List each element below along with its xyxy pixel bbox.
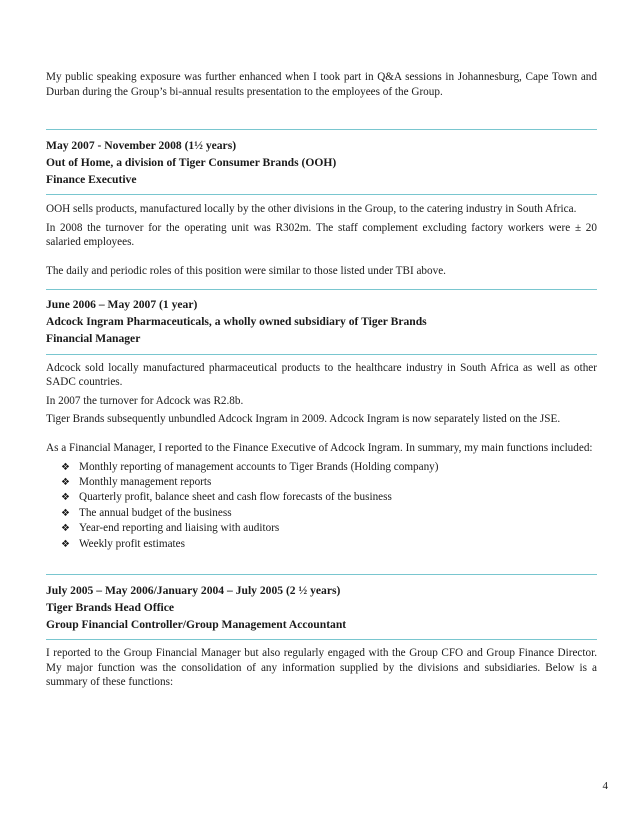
diamond-bullet-icon: ❖	[61, 523, 70, 535]
section-2-role: Financial Manager	[46, 331, 141, 345]
functions-list	[46, 460, 597, 552]
section-1-paragraph: In 2008 the turnover for the operating unit was R302m. The staff complement excluding factory workers were ± 20 salaried employees.	[46, 221, 597, 249]
diamond-bullet-icon: ❖	[61, 492, 70, 504]
section-2-company: Adcock Ingram Pharmaceuticals, a wholly owned subsidiary of Tiger Brands	[46, 314, 427, 328]
diamond-bullet-icon: ❖	[61, 507, 70, 519]
section-1-company: Out of Home, a division of Tiger Consumer Brands (OOH)	[46, 156, 337, 170]
diamond-bullet-icon: ❖	[61, 476, 70, 488]
section-1-paragraph: The daily and periodic roles of this position were similar to those listed under TBI above.	[46, 264, 446, 277]
section-3-period: July 2005 – May 2006/January 2004 – July 2005 (2 ½ years)	[46, 583, 341, 597]
list-item: ❖ Quarterly profit, balance sheet and cash flow forecasts of the business	[61, 490, 597, 505]
list-item: ❖ Weekly profit estimates	[61, 537, 597, 552]
section-3-role: Group Financial Controller/Group Management Accountant	[46, 617, 347, 631]
intro-paragraph: My public speaking exposure was further enhanced when I took part in Q&A sessions in Johannesburg, Cape Town and Durban during the Group’s bi-annual results presentation to the employees of the Group.	[46, 71, 597, 98]
section-2-paragraph: Adcock sold locally manufactured pharmaceutical products to the healthcare industry in South Africa as well as other SADC countries.	[46, 361, 597, 389]
diamond-bullet-icon: ❖	[61, 461, 70, 473]
list-item: ❖ Monthly management reports	[61, 475, 597, 490]
list-item: ❖ Monthly reporting of management accounts to Tiger Brands (Holding company)	[61, 460, 597, 475]
section-3-company: Tiger Brands Head Office	[46, 600, 175, 614]
cv-page	[46, 70, 597, 690]
section-2-period: June 2006 – May 2007 (1 year)	[46, 297, 198, 311]
section-2-paragraph: Tiger Brands subsequently unbundled Adcock Ingram in 2009. Adcock Ingram is now separately listed on the JSE.	[46, 413, 561, 426]
section-2-paragraph: In 2007 the turnover for Adcock was R2.8b.	[46, 394, 244, 407]
section-3-paragraph: I reported to the Group Financial Manager but also regularly engaged with the Group CFO and Group Finance Director. My major function was the consolidation of any information supplied by the divisions and subsidiaries. Below is a summary of these functions:	[46, 646, 597, 689]
diamond-bullet-icon: ❖	[61, 538, 70, 550]
section-1-period: May 2007 - November 2008 (1½ years)	[46, 139, 237, 153]
list-item: ❖ Year-end reporting and liaising with auditors	[61, 521, 597, 536]
section-2-paragraph: As a Financial Manager, I reported to the Finance Executive of Adcock Ingram. In summary, my main functions included:	[46, 441, 593, 454]
page-number: 4	[602, 780, 608, 792]
section-1-role: Finance Executive	[46, 173, 137, 187]
list-item: ❖ The annual budget of the business	[61, 506, 597, 521]
section-1-paragraph: OOH sells products, manufactured locally by the other divisions in the Group, to the catering industry in South Africa.	[46, 203, 577, 216]
